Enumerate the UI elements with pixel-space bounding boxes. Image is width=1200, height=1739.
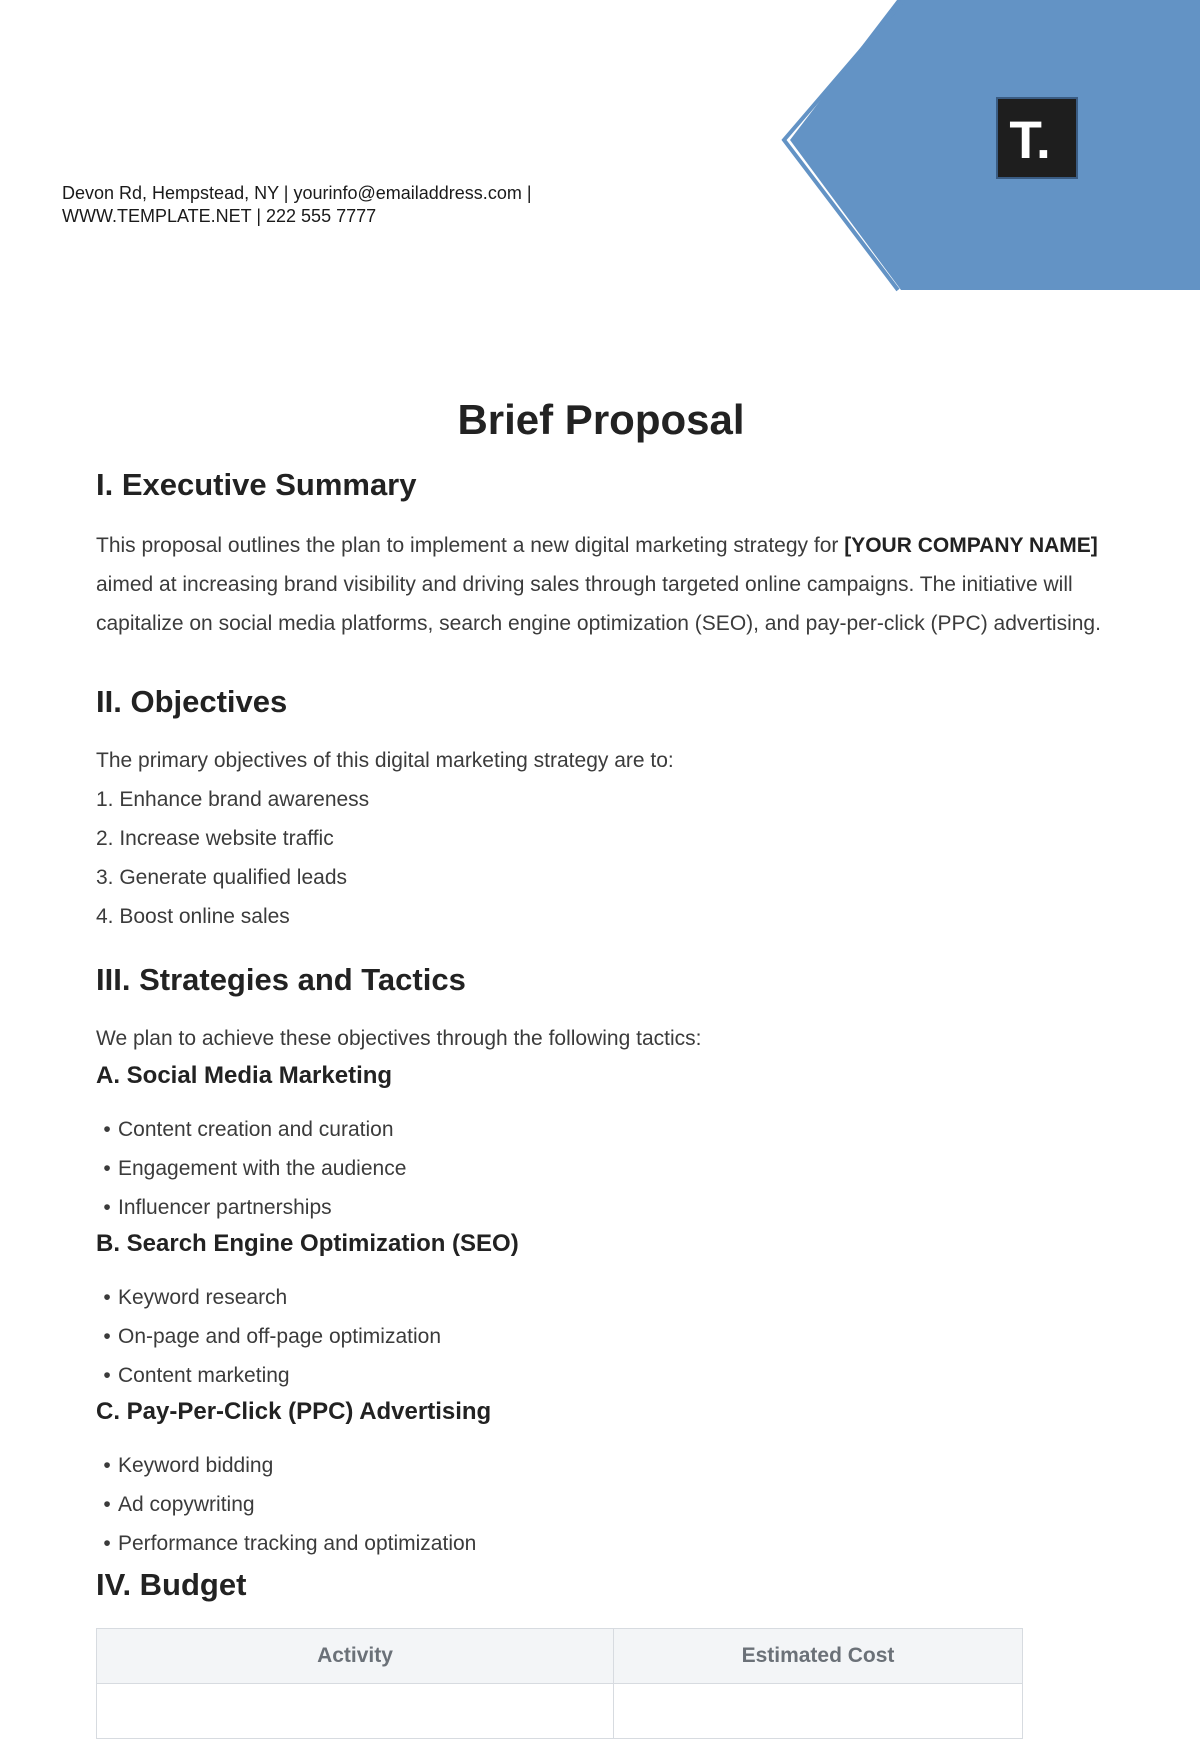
strategies-intro: We plan to achieve these objectives through the following tactics: xyxy=(96,1027,702,1050)
bullet-icon: • xyxy=(103,1493,111,1516)
subsection-ppc: C. Pay-Per-Click (PPC) Advertising xyxy=(96,1398,492,1425)
page-title: Brief Proposal xyxy=(457,396,745,443)
bullet-icon: • xyxy=(103,1454,111,1477)
list-item: • Ad copywriting xyxy=(96,1492,255,1518)
summary-text-start: This proposal outlines the plan to implement a new digital marketing strategy for xyxy=(96,534,845,557)
list-item: • Keyword research xyxy=(96,1285,287,1311)
objective-item: 2. Increase website traffic xyxy=(96,827,334,850)
bullet-icon: • xyxy=(103,1286,111,1309)
section-heading-objectives: II. Objectives xyxy=(96,684,288,719)
logo-t-icon xyxy=(998,99,1076,177)
contact-line-1: Devon Rd, Hempstead, NY | yourinfo@emailaddress.com | xyxy=(62,183,532,203)
list-item: • Content marketing xyxy=(96,1363,290,1389)
section-heading-strategies: III. Strategies and Tactics xyxy=(96,962,466,997)
objective-item: 1. Enhance brand awareness xyxy=(96,788,370,811)
list-item: • Content creation and curation xyxy=(96,1117,394,1143)
budget-table xyxy=(96,1628,1023,1739)
bullet-icon: • xyxy=(103,1196,111,1219)
table-row xyxy=(97,1684,1023,1739)
contact-info xyxy=(62,182,532,228)
table-cell xyxy=(97,1684,614,1739)
svg-text:T.: T. xyxy=(1009,110,1051,170)
column-header-activity: Activity xyxy=(97,1629,614,1684)
executive-summary-text xyxy=(96,526,1106,643)
bullet-icon: • xyxy=(103,1532,111,1555)
bullet-icon: • xyxy=(103,1157,111,1180)
objective-item: 4. Boost online sales xyxy=(96,905,290,928)
objective-item: 3. Generate qualified leads xyxy=(96,866,348,889)
bullet-icon: • xyxy=(103,1364,111,1387)
list-item: • Influencer partnerships xyxy=(96,1195,332,1221)
banner-polygon xyxy=(790,0,1200,290)
list-item: • On-page and off-page optimization xyxy=(96,1324,441,1350)
list-item: • Engagement with the audience xyxy=(96,1156,406,1182)
contact-line-2: WWW.TEMPLATE.NET | 222 555 7777 xyxy=(62,206,377,226)
subsection-social-media: A. Social Media Marketing xyxy=(96,1062,393,1089)
bullet-icon: • xyxy=(103,1325,111,1348)
list-item: • Keyword bidding xyxy=(96,1453,273,1479)
subsection-seo: B. Search Engine Optimization (SEO) xyxy=(96,1230,519,1257)
section-heading-budget: IV. Budget xyxy=(96,1567,247,1602)
table-header-row xyxy=(97,1629,1023,1684)
section-heading-executive-summary: I. Executive Summary xyxy=(96,467,417,502)
list-item: • Performance tracking and optimization xyxy=(96,1531,476,1557)
summary-text-end: aimed at increasing brand visibility and driving sales through targeted online campaigns. The initiative will capitalize on social media platforms, search engine optimization (SEO), and pay-per-click (PPC) advertising. xyxy=(96,573,1101,635)
bullet-icon: • xyxy=(103,1118,111,1141)
table-cell xyxy=(614,1684,1023,1739)
company-logo xyxy=(996,97,1078,179)
column-header-estimated-cost: Estimated Cost xyxy=(614,1629,1023,1684)
objectives-intro: The primary objectives of this digital marketing strategy are to: xyxy=(96,749,674,772)
company-name-placeholder: [YOUR COMPANY NAME] xyxy=(844,534,1098,557)
